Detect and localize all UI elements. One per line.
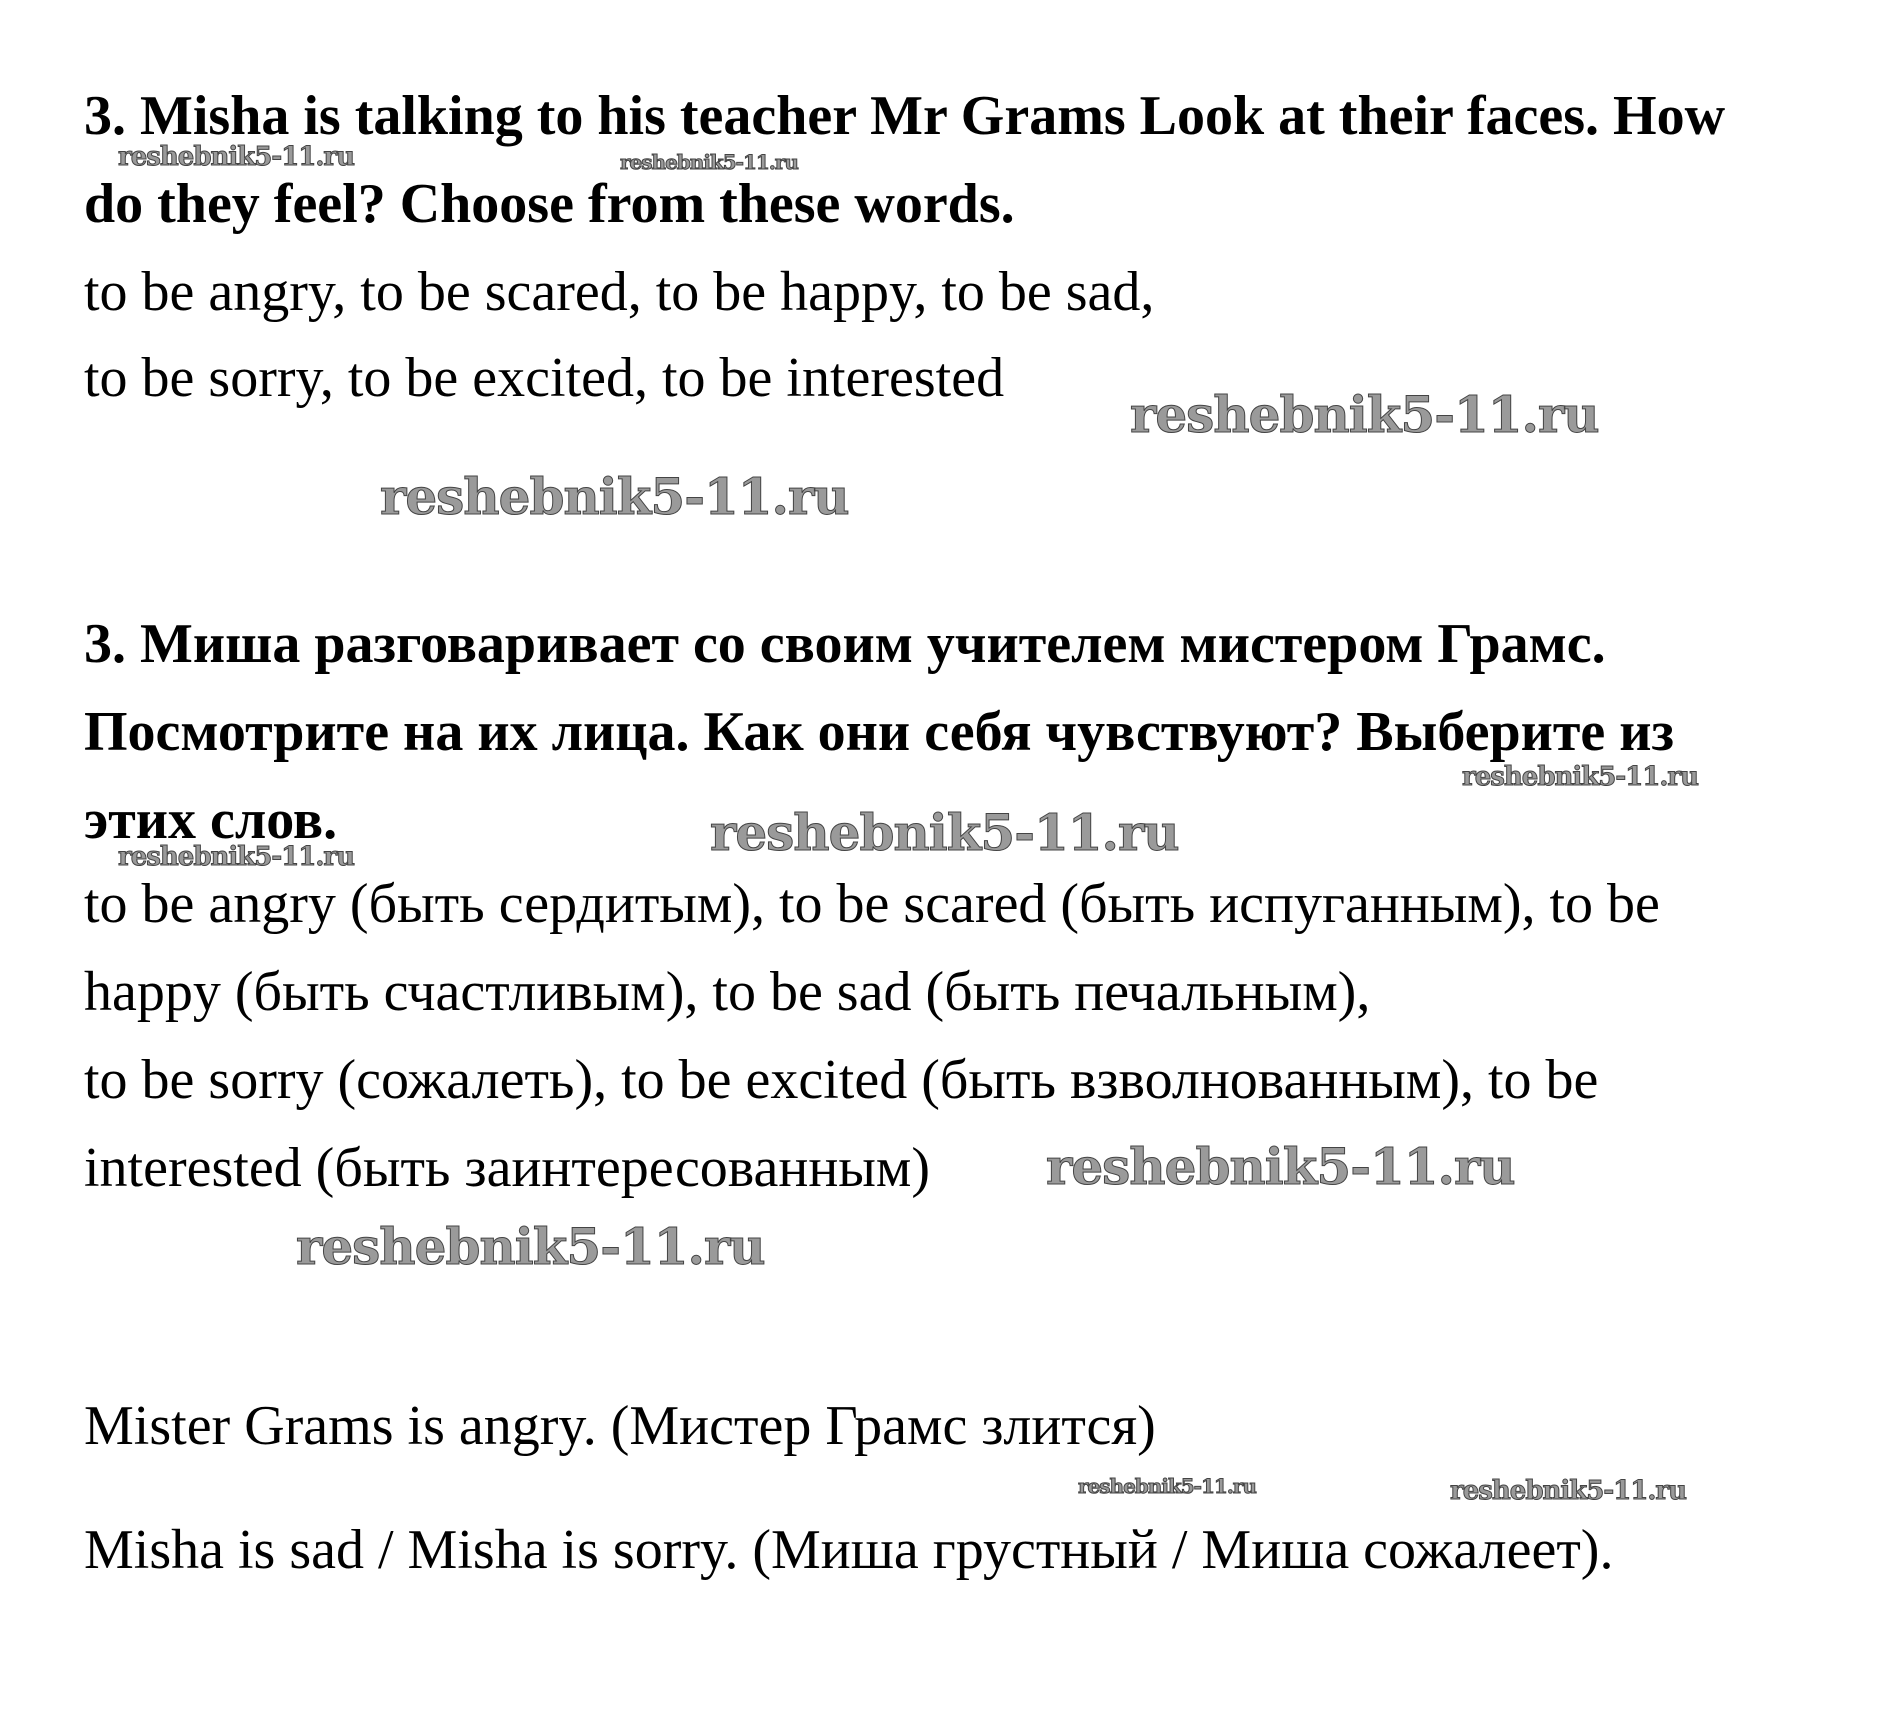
watermark: reshebnik5-11.ru — [296, 1217, 765, 1276]
russian-title-line-3: этих слов. — [84, 789, 338, 851]
english-words-line-2: to be sorry, to be excited, to be interested — [84, 347, 1005, 409]
watermark: reshebnik5-11.ru — [118, 142, 355, 172]
russian-words-line-3: to be sorry (сожалеть), to be excited (быть взволнованным), to be — [84, 1049, 1599, 1111]
watermark: reshebnik5-11.ru — [1046, 1137, 1515, 1196]
answer-line-2: Misha is sad / Misha is sorry. (Миша грустный / Миша сожалеет). — [84, 1519, 1614, 1581]
watermark: reshebnik5-11.ru — [710, 803, 1179, 862]
russian-words-line-4: interested (быть заинтересованным) — [84, 1137, 931, 1199]
russian-title-line-2: Посмотрите на их лица. Как они себя чувствуют? Выберите из — [84, 701, 1674, 763]
watermark: reshebnik5-11.ru — [1130, 385, 1599, 444]
answer-line-1: Mister Grams is angry. (Мистер Грамс злится) — [84, 1395, 1156, 1457]
watermark: reshebnik5-11.ru — [118, 842, 355, 872]
watermark: reshebnik5-11.ru — [1462, 762, 1699, 792]
russian-words-line-1: to be angry (быть сердитым), to be scared (быть испуганным), to be — [84, 873, 1660, 935]
watermark: reshebnik5-11.ru — [1450, 1476, 1687, 1506]
english-title-line-2: do they feel? Choose from these words. — [84, 173, 1015, 235]
english-title-line-1: 3. Misha is talking to his teacher Mr Grams Look at their faces. How — [84, 85, 1726, 147]
english-words-line-1: to be angry, to be scared, to be happy, to be sad, — [84, 261, 1155, 323]
watermark: reshebnik5-11.ru — [1078, 1474, 1256, 1498]
watermark: reshebnik5-11.ru — [380, 467, 849, 526]
russian-words-line-2: happy (быть счастливым), to be sad (быть печальным), — [84, 961, 1371, 1023]
watermark: reshebnik5-11.ru — [620, 150, 798, 174]
russian-title-line-1: 3. Миша разговаривает со своим учителем мистером Грамс. — [84, 613, 1606, 675]
